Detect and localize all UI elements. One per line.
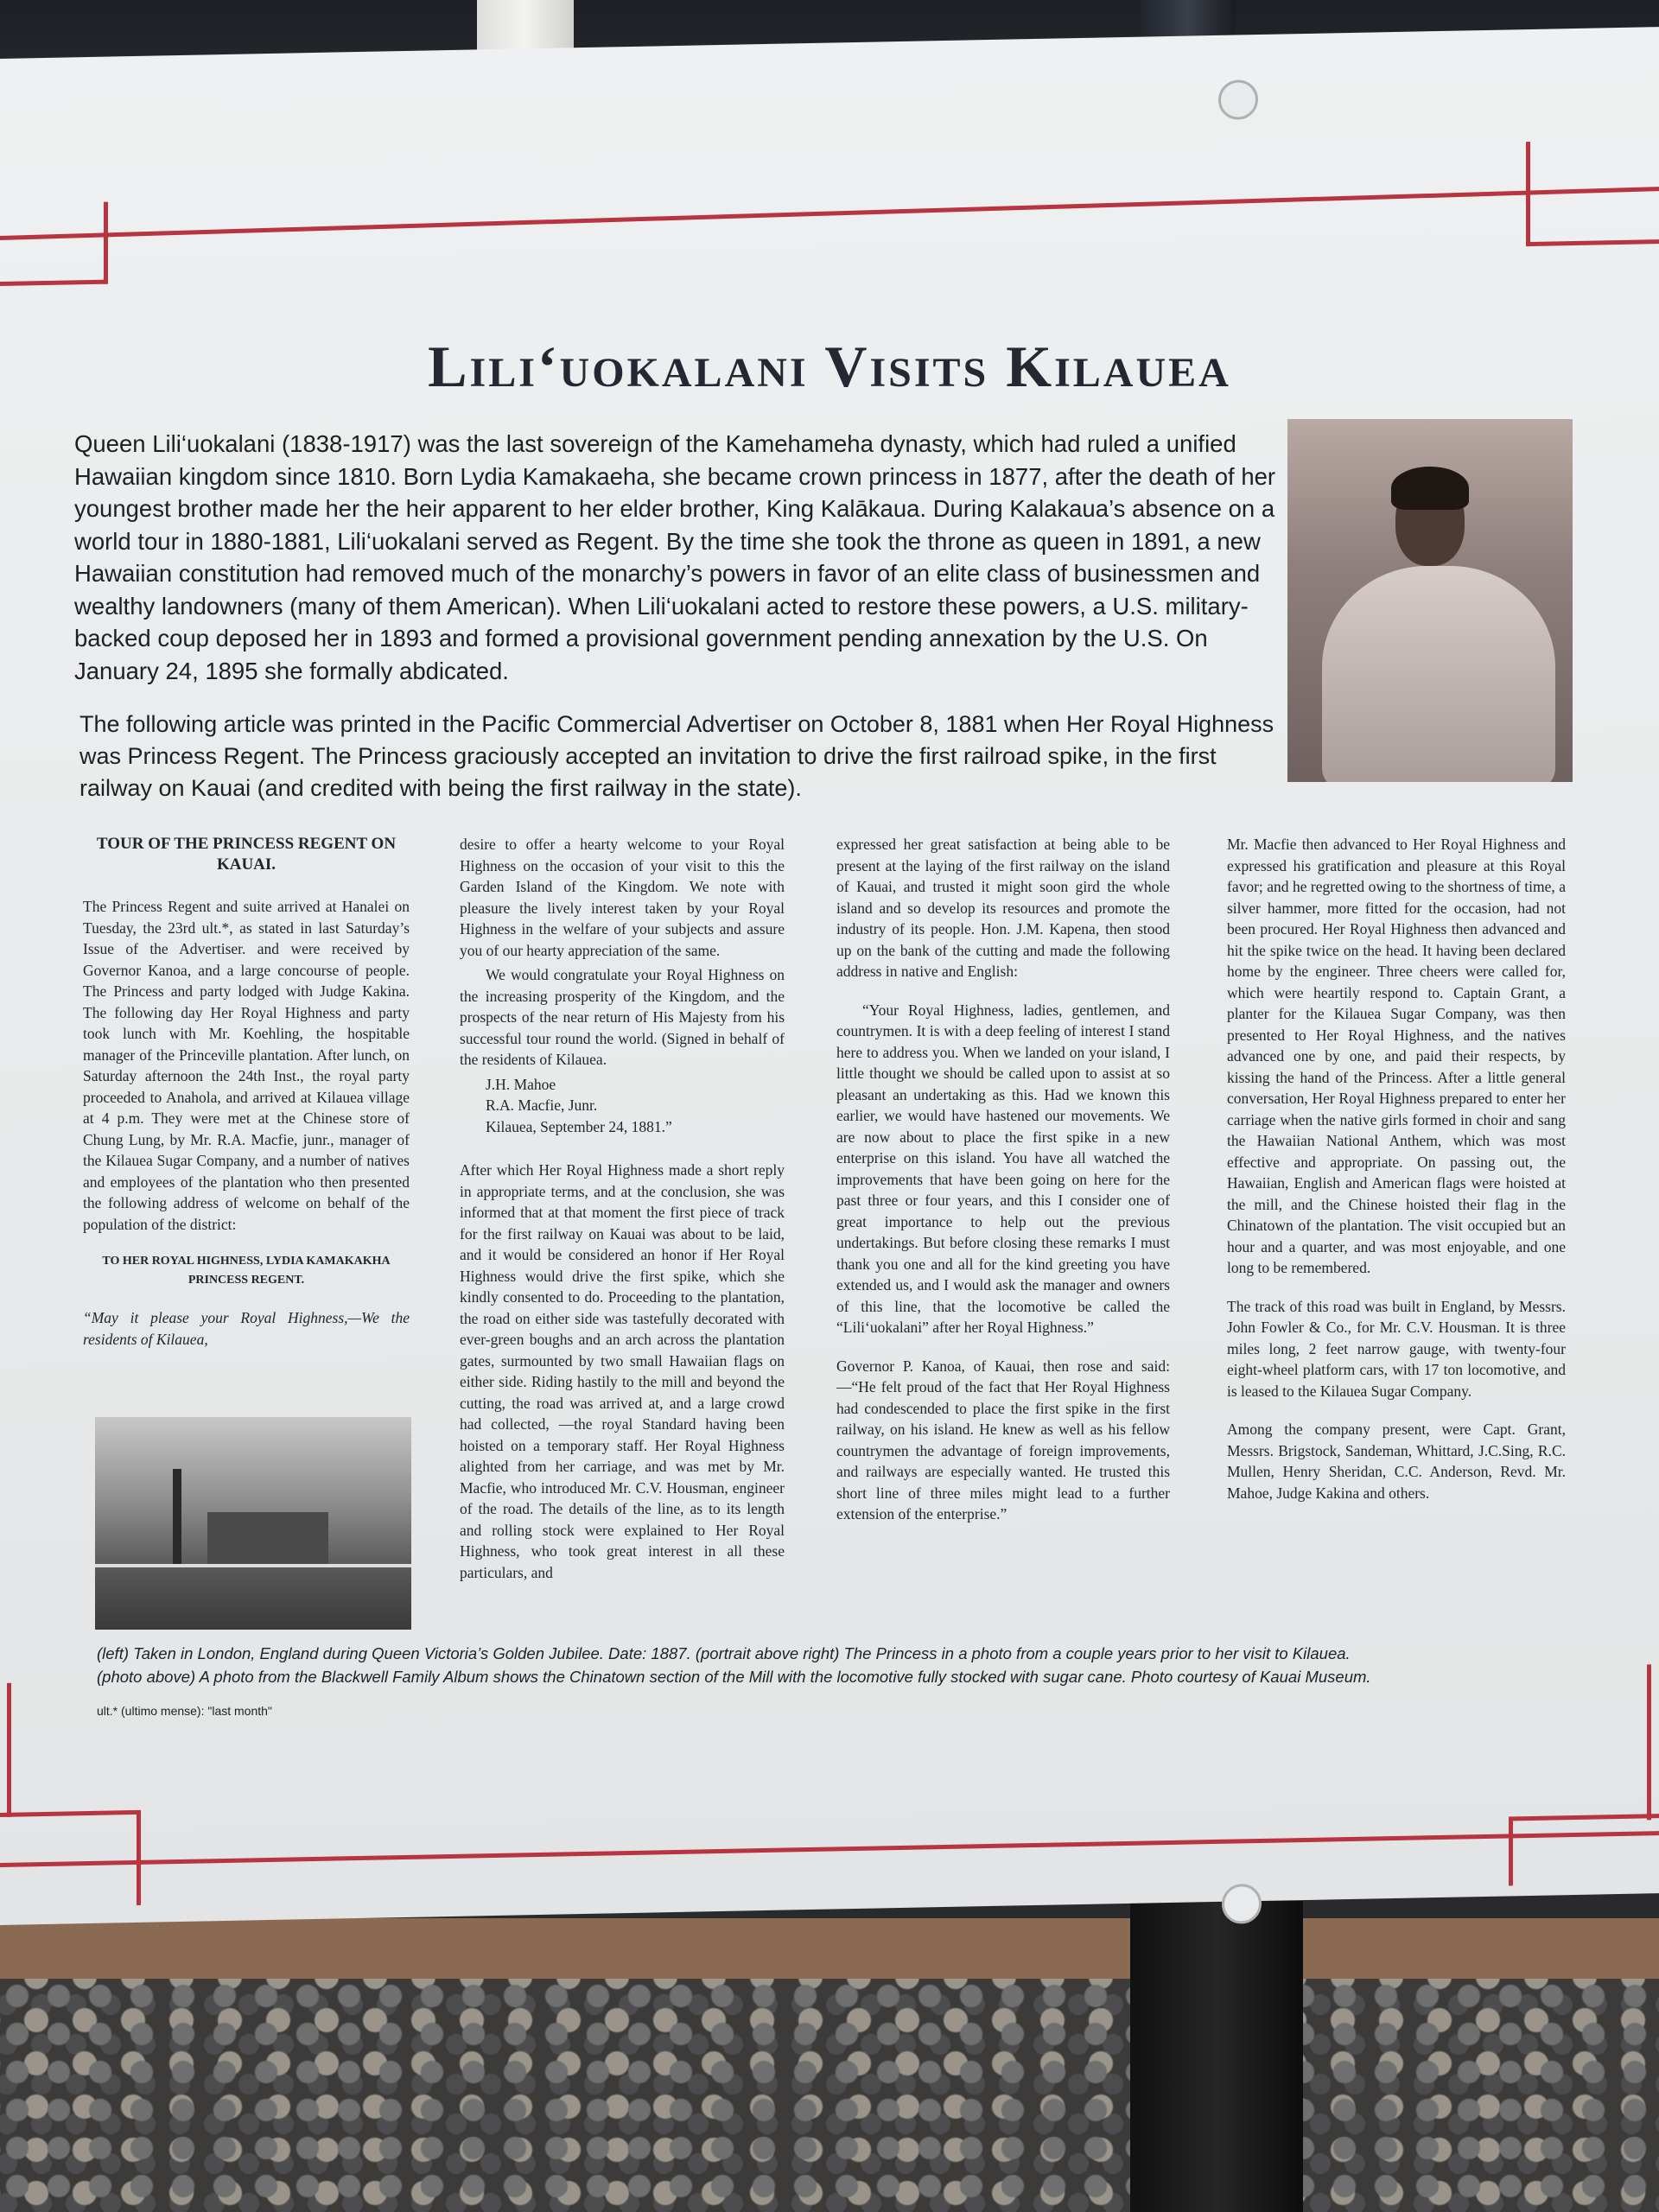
article-column-2	[460, 834, 785, 1600]
portrait-photo	[1287, 419, 1573, 782]
top-left-corner-h	[0, 280, 108, 286]
article-paragraph: “Your Royal Highness, ladies, gentlemen, and countrymen. It is with a deep feeling of interest I stand here to address you. When we landed on your island, I little thought we should be called upon to assist at so pleasant an undertaking as this. Had we known this earlier, we would have hastened our movements. We are now about to place the first spike in a new enterprise on this island. You have all watched the improvements that have been going on here for the past three or four years, and this I consider one of great importance to help out the previous undertakings. But before closing these remarks I must thank you one and all for the kind greeting you have extended us, and I would ask the manager and owners of this line, that the locomotive be called the “Lili‘uokalani” after her Royal Highness.”	[836, 1001, 1170, 1336]
mill-smokestack	[173, 1469, 181, 1564]
bottom-left-corner-v	[137, 1810, 141, 1905]
article-paragraph: The track of this road was built in England, by Messrs. John Fowler & Co., for Mr. C.V. Housman. It is three miles long, 2 feet narrow gauge, with twenty-four eight-wheel platform cars, with 17 ton locomotive, and is leased to the Kilauea Sugar Company.	[1227, 1297, 1566, 1400]
article-column-1	[83, 834, 410, 1367]
article-paragraph: After which Her Royal Highness made a short reply in appropriate terms, and at the conclusion, she was informed that at that moment the first piece of track for the first railway on Kauai was about to be laid, and it would be considered an honor if Her Royal Highness would drive the first spike, which she kindly consented to do. Proceeding to the plantation, the road on either side was tastefully decorated with ever-green boughs and an arch across the plantation gates, surmounted by two small Hawaiian flags on either side. Riding hastily to the mill and beyond the cutting, the road was arrived at, and a large crowd had collected, —the royal Standard having been hoisted on a temporary staff. Her Royal Highness alighted from her carriage, and was met by Mr. Macfie, who introduced Mr. C.V. Housman, engineer of the road. The details of the line, as to its length and rolling stock were explained to Her Royal Highness, who took great interest in all these particulars, and	[460, 1161, 785, 1581]
portrait-dress	[1322, 566, 1555, 782]
article-paragraph: Governor P. Kanoa, of Kauai, then rose and said:—“He felt proud of the fact that Her Royal Highness had condescended to place the first spike in the first railway, on his island. He knew as well as his fellow countrymen the advantage of foreign improvements, and railways are especially wanted. He trusted this short line of three miles might lead to a further extension of the enterprise.”	[836, 1357, 1170, 1522]
top-rule	[0, 187, 1659, 240]
sign-title: Lili‘uokalani Visits Kilauea	[428, 334, 1231, 399]
signature-line: Kilauea, September 24, 1881.”	[486, 1117, 672, 1135]
photo-caption	[97, 1642, 1566, 1688]
address-start: “May it please your Royal Highness,—We the residents of Kilauea,	[83, 1309, 410, 1348]
signature-line: J.H. Mahoe	[486, 1075, 556, 1093]
article-column-3	[836, 834, 1170, 1542]
caption-line: (left) Taken in London, England during Queen Victoria’s Golden Jubilee. Date: 1887. (portrait above right) The Princess in a photo from a couple years prior to her visit to Kilauea.	[97, 1644, 1351, 1662]
address-heading: TO HER ROYAL HIGHNESS, LYDIA KAMAKAKHA PRINCESS REGENT.	[102, 1255, 391, 1287]
footnote: ult.* (ultimo mense): "last month"	[97, 1704, 272, 1718]
gravel	[0, 1979, 1659, 2212]
sign-post	[1130, 1901, 1303, 2212]
top-right-corner-v	[1526, 142, 1530, 245]
left-edge-rule	[7, 1683, 11, 1817]
right-edge-rule	[1647, 1664, 1651, 1820]
bolt-top	[1218, 79, 1258, 120]
top-left-corner-v	[104, 202, 108, 284]
bottom-rule	[0, 1831, 1659, 1867]
signature-line: R.A. Macfie, Junr.	[486, 1096, 598, 1114]
article-paragraph: We would congratulate your Royal Highness on the increasing prosperity of the Kingdom, and the prospects of the near return of His Majesty from his successful tour round the world. (Signed in behalf of the residents of Kilauea.	[460, 966, 785, 1068]
mill-building	[207, 1512, 328, 1564]
article-context-paragraph: The following article was printed in the Pacific Commercial Advertiser on October 8, 1881 when Her Royal Highness was Princess Regent. The Princess graciously accepted an invitation to drive the first railroad spike, in the first railway on Kauai (and credited with being the first railway in the state).	[79, 711, 1274, 801]
portrait-hair	[1391, 467, 1469, 510]
bottom-left-corner-h	[0, 1810, 138, 1817]
intro-paragraph: Queen Lili‘uokalani (1838-1917) was the last sovereign of the Kamehameha dynasty, which had ruled a unified Hawaiian kingdom since 1810. Born Lydia Kamakaeha, she became crown princess in 1877, after the death of her youngest brother made her the heir apparent to her elder brother, King Kalākaua. During Kalakaua’s absence on a world tour in 1880-1881, Lili‘uokalani served as Regent. By the time she took the throne as queen in 1891, a new Hawaiian constitution had removed much of the monarchy’s powers in favor of an elite class of businessmen and wealthy landowners (many of them American). When Lili‘uokalani acted to restore these powers, a U.S. military-backed coup deposed her in 1893 and formed a provisional government pending annexation by the U.S. On January 24, 1895 she formally abdicated.	[74, 430, 1276, 684]
bottom-right-corner-v	[1509, 1816, 1513, 1885]
article-paragraph: Among the company present, were Capt. Grant, Messrs. Brigstock, Sandeman, Whittard, J.C.Sing, R.C. Mullen, Henry Sheridan, C.C. Anderson, Revd. Mr. Mahoe, Judge Kakina and others.	[1227, 1421, 1566, 1502]
article-paragraph: Mr. Macfie then advanced to Her Royal Highness and expressed his gratification and pleasure at this Royal favor; and he regretted owing to the shortness of time, a silver hammer, more fitted for the occasion, had not been procured. Her Royal Highness then advanced and hit the spike twice on the head. It having been declared home by the engineer. Three cheers were called for, which were heartily respond to. Captain Grant, a planter for the Kilauea Sugar Company, was then presented to Her Royal Highness, and the natives advanced one by one, and paid their respects, by kissing the hand of the Princess. After a little general conversation, Her Royal Highness prepared to enter her carriage when the native girls formed in choir and sang the Hawaiian National Anthem, which was most effective and appropriate. On passing out, the Hawaiian, English and American flags were hoisted at the mill, and the Chinese hoisted their flag in the Chinatown of the plantation. The visit occupied but an hour and a quarter, and was most enjoyable, and one long to be remembered.	[1227, 836, 1566, 1276]
article-paragraph: desire to offer a hearty welcome to your Royal Highness on the occasion of your visit to this the Garden Island of the Kingdom. We note with pleasure the lively interest taken by your Royal Highness in the welfare of your subjects and assure you of our hearty appreciation of the same.	[460, 836, 785, 959]
top-right-corner-h	[1526, 239, 1659, 246]
article-paragraph: The Princess Regent and suite arrived at Hanalei on Tuesday, the 23rd ult.*, as stated in last Saturday’s Issue of the Advertiser. and were received by Governor Kanoa, and a large concourse of people. The Princess and party lodged with Judge Kakina. The following day Her Royal Highness and party took lunch with Mr. Koehling, the hospitable manager of the Princeville plantation. After lunch, on Saturday afternoon the 24th Inst., the royal party proceeded to Anahola, and arrived at Kilauea village at 4 p.m. They were met at the Chinese store of Chung Lung, by Mr. R.A. Macfie, junr., manager of the Kilauea Sugar Company, and a number of natives and employees of the plantation who then presented the following address of welcome on behalf of the population of the district:	[83, 898, 410, 1233]
mill-fence	[95, 1564, 411, 1567]
article-paragraph: expressed her great satisfaction at being able to be present at the laying of the first railway on the island of Kauai, and trusted it might soon gird the whole island and so develop its resources and promote the industry of its people. Hon. J.M. Kapena, then stood up on the bank of the cutting and made the following address in native and English:	[836, 836, 1170, 980]
article-heading: TOUR OF THE PRINCESS REGENT ON KAUAI.	[96, 835, 397, 874]
bottom-right-corner-h	[1509, 1814, 1659, 1821]
mill-photo	[95, 1417, 411, 1630]
caption-line: (photo above) A photo from the Blackwell Family Album shows the Chinatown section of the Mill with the locomotive fully stocked with sugar cane. Photo courtesy of Kauai Museum.	[97, 1668, 1371, 1686]
article-column-4	[1227, 834, 1566, 1521]
